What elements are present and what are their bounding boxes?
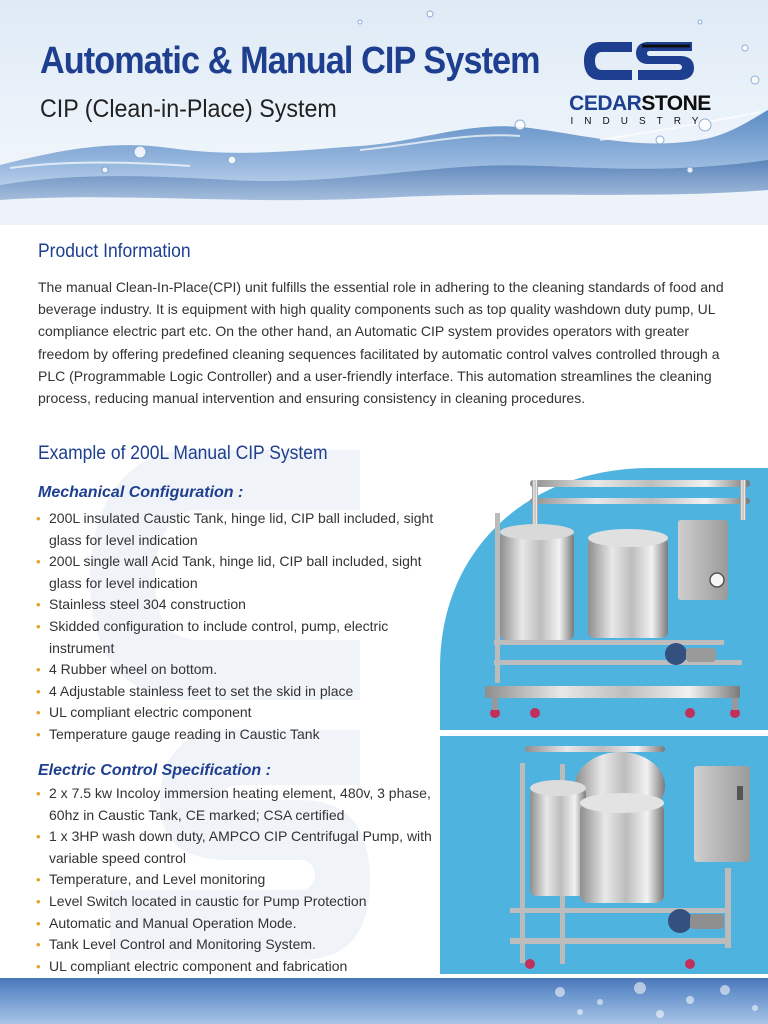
electric-heading: Electric Control Specification : [38, 762, 271, 779]
list-item: • UL compliant electric component and fabrication [36, 956, 436, 978]
page-title: Automatic & Manual CIP System [40, 40, 540, 82]
electric-list [36, 783, 436, 977]
list-item: • UL compliant electric component [36, 702, 436, 724]
list-item: • 1 x 3HP wash down duty, AMPCO CIP Centrifugal Pump, with variable speed control [36, 826, 436, 869]
list-item: • 4 Rubber wheel on bottom. [36, 659, 436, 681]
logo-wordmark: CEDARSTONE [569, 92, 711, 115]
logo-subtext: INDUSTRY [570, 116, 710, 127]
product-info-text: The manual Clean-In-Place(CPI) unit fulfills the essential role in adhering to the cleaning standards of food and beverage industry. It is equipment with high quality components such as top quality washdown duty pump, UL compliance electric part etc. On the other hand, an Automatic CIP system provides operators with greater freedom by offering predefined cleaning sequences facilitated by automatic control valves controlled through a PLC (Programmable Logic Controller) and a user-friendly interface. This automation streamlines the cleaning process, reducing manual intervention and ensuring consistency in cleaning procedures. [38, 279, 724, 407]
list-item: • Temperature gauge reading in Caustic Tank [36, 724, 436, 746]
list-item: • Skidded configuration to include control, pump, electric instrument [36, 616, 436, 659]
list-item: • 200L single wall Acid Tank, hinge lid, CIP ball included, sight glass for level indication [36, 551, 436, 594]
mechanical-list [36, 508, 436, 746]
cip-system-illustration [440, 468, 768, 974]
list-item: • Level Switch located in caustic for Pump Protection [36, 891, 436, 913]
product-photo-panel [440, 468, 768, 974]
mechanical-heading: Mechanical Configuration : [38, 484, 244, 501]
footer-water-graphic [0, 978, 768, 1024]
list-item: • 200L insulated Caustic Tank, hinge lid, CIP ball included, sight glass for level indication [36, 508, 436, 551]
list-item: • Automatic and Manual Operation Mode. [36, 913, 436, 935]
list-item: • 2 x 7.5 kw Incoloy immersion heating element, 480v, 3 phase, 60hz in Caustic Tank, CE marked; CSA certified [36, 783, 436, 826]
page-subtitle: CIP (Clean-in-Place) System [40, 95, 337, 123]
product-info-heading: Product Information [38, 241, 191, 262]
company-logo [540, 38, 740, 128]
header-banner [0, 0, 768, 225]
footer-banner [0, 978, 768, 1024]
list-item: • Tank Level Control and Monitoring System. [36, 934, 436, 956]
list-item: • Stainless steel 304 construction [36, 594, 436, 616]
list-item: • Temperature, and Level monitoring [36, 869, 436, 891]
list-item: • 4 Adjustable stainless feet to set the skid in place [36, 681, 436, 703]
example-heading: Example of 200L Manual CIP System [38, 443, 328, 464]
cs-logo-mark-icon [582, 38, 698, 84]
